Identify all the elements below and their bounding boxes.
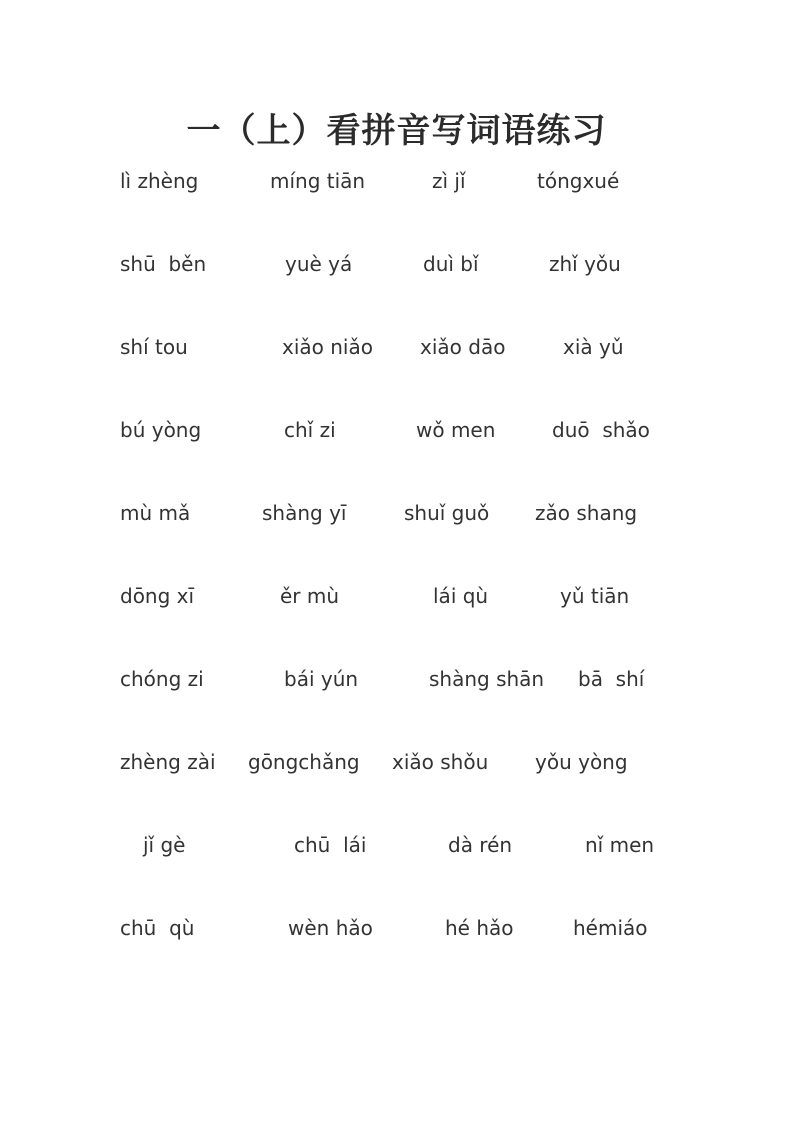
pinyin-word: bú yòng xyxy=(120,418,202,442)
pinyin-word: dà rén xyxy=(448,833,513,857)
pinyin-word: wǒ men xyxy=(416,418,496,442)
pinyin-word: duō shǎo xyxy=(552,418,650,442)
pinyin-word: shàng shān xyxy=(429,667,545,691)
pinyin-word: zhèng zài xyxy=(120,750,216,774)
pinyin-word: zì jǐ xyxy=(432,169,466,193)
pinyin-word: wèn hǎo xyxy=(288,916,373,940)
pinyin-word: lái qù xyxy=(433,584,489,608)
pinyin-word: chū qù xyxy=(120,916,195,940)
pinyin-word: tóngxué xyxy=(537,169,620,193)
pinyin-word: yuè yá xyxy=(285,252,353,276)
pinyin-word: zhǐ yǒu xyxy=(549,252,621,276)
pinyin-word: xiǎo niǎo xyxy=(282,335,373,359)
pinyin-word: lì zhèng xyxy=(120,169,199,193)
pinyin-word: chū lái xyxy=(294,833,367,857)
pinyin-word: duì bǐ xyxy=(423,252,479,276)
pinyin-word: gōngchǎng xyxy=(248,750,360,774)
pinyin-word: yǒu yòng xyxy=(535,750,628,774)
pinyin-word: hé hǎo xyxy=(445,916,514,940)
pinyin-word: nǐ men xyxy=(585,833,655,857)
pinyin-word: bā shí xyxy=(578,667,645,691)
pinyin-word: xià yǔ xyxy=(563,335,624,359)
pinyin-word: yǔ tiān xyxy=(560,584,630,608)
pinyin-word: zǎo shang xyxy=(535,501,638,525)
pinyin-word: bái yún xyxy=(284,667,359,691)
pinyin-word: jǐ gè xyxy=(143,833,186,857)
pinyin-word: ěr mù xyxy=(280,584,340,608)
pinyin-word: mù mǎ xyxy=(120,501,191,525)
pinyin-word: shū běn xyxy=(120,252,207,276)
pinyin-word: hémiáo xyxy=(573,916,648,940)
page-title: 一（上）看拼音写词语练习 xyxy=(186,111,607,151)
pinyin-word: dōng xī xyxy=(120,584,195,608)
pinyin-word: chǐ zi xyxy=(284,418,336,442)
pinyin-word: xiǎo dāo xyxy=(420,335,506,359)
pinyin-word: shuǐ guǒ xyxy=(404,501,490,525)
pinyin-word: shí tou xyxy=(120,335,188,359)
pinyin-word: xiǎo shǒu xyxy=(392,750,489,774)
pinyin-word: shàng yī xyxy=(262,501,347,525)
pinyin-word: míng tiān xyxy=(270,169,366,193)
pinyin-word: chóng zi xyxy=(120,667,204,691)
